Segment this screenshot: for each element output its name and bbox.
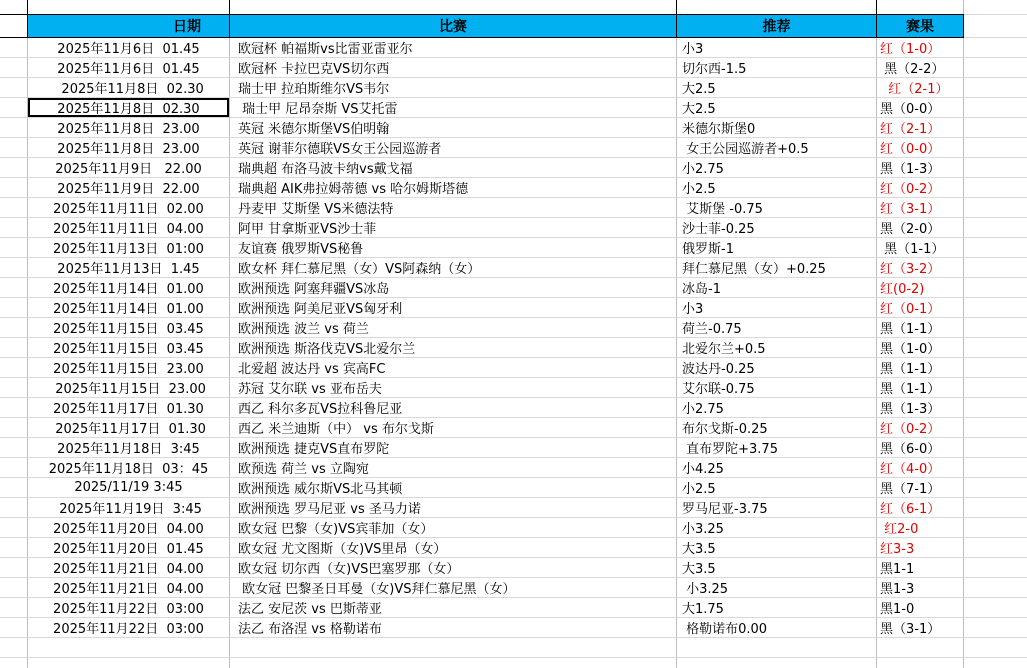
header-blank-cell[interactable] xyxy=(0,14,28,38)
cell-recommendation[interactable]: 切尔西-1.5 xyxy=(677,58,877,78)
cell-match[interactable]: 欧女杯 拜仁慕尼黑（女）VS阿森纳（女） xyxy=(230,258,677,278)
empty-cell[interactable] xyxy=(0,138,28,158)
cell-match[interactable]: 英冠 米德尔斯堡VS伯明翰 xyxy=(230,118,677,138)
cell-date[interactable]: 2025年11月14日 01.00 xyxy=(28,278,230,298)
cell-date[interactable]: 2025年11月11日 04.00 xyxy=(28,218,230,238)
cell-date[interactable]: 2025/11/19 3:45 xyxy=(28,478,230,498)
empty-cell[interactable] xyxy=(964,58,1027,78)
cell-match[interactable]: 苏冠 艾尔联 vs 亚布岳夫 xyxy=(230,378,677,398)
strip-cell[interactable] xyxy=(230,0,677,14)
strip-cell[interactable] xyxy=(677,0,877,14)
empty-cell[interactable] xyxy=(28,638,230,658)
cell-result[interactable]: 红（0-0） xyxy=(877,138,964,158)
cell-result[interactable]: 黑（1-1） xyxy=(877,378,964,398)
empty-cell[interactable] xyxy=(0,358,28,378)
cell-recommendation[interactable]: 沙士菲-0.25 xyxy=(677,218,877,238)
cell-result[interactable]: 红（3-1） xyxy=(877,198,964,218)
cell-recommendation[interactable]: 罗马尼亚-3.75 xyxy=(677,498,877,518)
cell-result[interactable]: 黑1-0 xyxy=(877,598,964,618)
empty-cell[interactable] xyxy=(964,398,1027,418)
cell-result[interactable]: 红（0-1） xyxy=(877,298,964,318)
strip-cell[interactable] xyxy=(964,0,1027,14)
cell-date[interactable]: 2025年11月15日 23.00 xyxy=(28,378,230,398)
cell-match[interactable]: 欧女冠 巴黎（女)VS宾菲加（女） xyxy=(230,518,677,538)
empty-cell[interactable] xyxy=(0,118,28,138)
cell-recommendation[interactable]: 俄罗斯-1 xyxy=(677,238,877,258)
empty-cell[interactable] xyxy=(0,338,28,358)
empty-cell[interactable] xyxy=(964,538,1027,558)
cell-recommendation[interactable]: 小3 xyxy=(677,298,877,318)
cell-match[interactable]: 欧洲预选 罗马尼亚 vs 圣马力诺 xyxy=(230,498,677,518)
cell-result[interactable]: 红（6-1） xyxy=(877,498,964,518)
empty-cell[interactable] xyxy=(230,638,677,658)
cell-date[interactable]: 2025年11月20日 04.00 xyxy=(28,518,230,538)
empty-cell[interactable] xyxy=(0,78,28,98)
header-recommendation[interactable]: 推荐 xyxy=(677,14,877,38)
empty-cell[interactable] xyxy=(230,658,677,668)
header-match[interactable]: 比赛 xyxy=(230,14,677,38)
empty-cell[interactable] xyxy=(0,418,28,438)
cell-result[interactable]: 黑（2-0） xyxy=(877,218,964,238)
cell-recommendation[interactable]: 格勒诺布0.00 xyxy=(677,618,877,638)
cell-date[interactable]: 2025年11月22日 03:00 xyxy=(28,598,230,618)
empty-cell[interactable] xyxy=(964,38,1027,58)
cell-result[interactable]: 红（0-2） xyxy=(877,178,964,198)
cell-date[interactable]: 2025年11月15日 23.00 xyxy=(28,358,230,378)
cell-result[interactable]: 红(0-2) xyxy=(877,278,964,298)
empty-cell[interactable] xyxy=(0,218,28,238)
cell-result[interactable]: 黑（1-3） xyxy=(877,158,964,178)
cell-result[interactable]: 黑（1-3） xyxy=(877,398,964,418)
empty-cell[interactable] xyxy=(964,158,1027,178)
cell-match[interactable]: 西乙 科尔多瓦VS拉科鲁尼亚 xyxy=(230,398,677,418)
empty-cell[interactable] xyxy=(0,658,28,668)
cell-result[interactable]: 红（2-1） xyxy=(877,118,964,138)
cell-result[interactable]: 黑1-3 xyxy=(877,578,964,598)
header-filler-cell[interactable] xyxy=(964,14,1027,38)
cell-match[interactable]: 欧洲预选 威尔斯VS北马其顿 xyxy=(230,478,677,498)
empty-cell[interactable] xyxy=(964,578,1027,598)
cell-match[interactable]: 瑞士甲 尼昂奈斯 VS艾托雷 xyxy=(230,98,677,118)
cell-date[interactable]: 2025年11月13日 1.45 xyxy=(28,258,230,278)
empty-cell[interactable] xyxy=(964,438,1027,458)
cell-recommendation[interactable]: 拜仁慕尼黑（女）+0.25 xyxy=(677,258,877,278)
empty-cell[interactable] xyxy=(0,238,28,258)
empty-cell[interactable] xyxy=(0,178,28,198)
empty-cell[interactable] xyxy=(0,298,28,318)
cell-date[interactable]: 2025年11月8日 02.30 xyxy=(28,78,230,98)
empty-cell[interactable] xyxy=(964,478,1027,498)
cell-date[interactable]: 2025年11月21日 04.00 xyxy=(28,558,230,578)
cell-match[interactable]: 欧洲预选 波兰 vs 荷兰 xyxy=(230,318,677,338)
cell-date[interactable]: 2025年11月19日 3:45 xyxy=(28,498,230,518)
empty-cell[interactable] xyxy=(0,58,28,78)
cell-recommendation[interactable]: 小2.75 xyxy=(677,158,877,178)
cell-recommendation[interactable]: 大3.5 xyxy=(677,538,877,558)
cell-date[interactable]: 2025年11月17日 01.30 xyxy=(28,398,230,418)
empty-cell[interactable] xyxy=(0,258,28,278)
cell-result[interactable]: 黑1-1 xyxy=(877,558,964,578)
empty-cell[interactable] xyxy=(964,638,1027,658)
empty-cell[interactable] xyxy=(964,458,1027,478)
strip-cell[interactable] xyxy=(0,0,28,14)
cell-recommendation[interactable]: 北爱尔兰+0.5 xyxy=(677,338,877,358)
cell-match[interactable]: 法乙 安尼茨 vs 巴斯蒂亚 xyxy=(230,598,677,618)
cell-match[interactable]: 欧洲预选 阿美尼亚VS匈牙利 xyxy=(230,298,677,318)
cell-match[interactable]: 英冠 谢菲尔德联VS女王公园巡游者 xyxy=(230,138,677,158)
cell-result[interactable]: 黑（6-0） xyxy=(877,438,964,458)
cell-date[interactable]: 2025年11月18日 03：45 xyxy=(28,458,230,478)
cell-recommendation[interactable]: 波达丹-0.25 xyxy=(677,358,877,378)
empty-cell[interactable] xyxy=(0,498,28,518)
cell-match[interactable]: 欧洲预选 阿塞拜疆VS冰岛 xyxy=(230,278,677,298)
empty-cell[interactable] xyxy=(0,198,28,218)
empty-cell[interactable] xyxy=(964,318,1027,338)
cell-recommendation[interactable]: 小2.5 xyxy=(677,178,877,198)
cell-date[interactable]: 2025年11月14日 01.00 xyxy=(28,298,230,318)
cell-result[interactable]: 红（0-2） xyxy=(877,418,964,438)
empty-cell[interactable] xyxy=(0,518,28,538)
strip-cell[interactable] xyxy=(877,0,964,14)
cell-recommendation[interactable]: 大2.5 xyxy=(677,78,877,98)
cell-recommendation[interactable]: 大1.75 xyxy=(677,598,877,618)
empty-cell[interactable] xyxy=(0,398,28,418)
cell-result[interactable]: 黑（7-1） xyxy=(877,478,964,498)
cell-recommendation[interactable]: 大3.5 xyxy=(677,558,877,578)
empty-cell[interactable] xyxy=(964,78,1027,98)
empty-cell[interactable] xyxy=(0,558,28,578)
cell-match[interactable]: 丹麦甲 艾斯堡 VS米德法特 xyxy=(230,198,677,218)
cell-match[interactable]: 西乙 米兰迪斯（中） vs 布尔戈斯 xyxy=(230,418,677,438)
empty-cell[interactable] xyxy=(0,438,28,458)
cell-result[interactable]: 黑（1-1） xyxy=(877,238,964,258)
cell-recommendation[interactable]: 冰岛-1 xyxy=(677,278,877,298)
cell-recommendation[interactable]: 小2.5 xyxy=(677,478,877,498)
empty-cell[interactable] xyxy=(964,418,1027,438)
empty-cell[interactable] xyxy=(0,578,28,598)
cell-date[interactable]: 2025年11月11日 02.00 xyxy=(28,198,230,218)
empty-cell[interactable] xyxy=(964,138,1027,158)
empty-cell[interactable] xyxy=(964,198,1027,218)
empty-cell[interactable] xyxy=(0,598,28,618)
empty-cell[interactable] xyxy=(964,98,1027,118)
empty-cell[interactable] xyxy=(0,378,28,398)
cell-date[interactable]: 2025年11月6日 01.45 xyxy=(28,38,230,58)
cell-match[interactable]: 欧女冠 巴黎圣日耳曼（女)VS拜仁慕尼黑（女） xyxy=(230,578,677,598)
cell-recommendation[interactable]: 荷兰-0.75 xyxy=(677,318,877,338)
empty-cell[interactable] xyxy=(964,238,1027,258)
cell-date[interactable]: 2025年11月18日 3:45 xyxy=(28,438,230,458)
header-result[interactable]: 赛果 xyxy=(877,14,964,38)
cell-match[interactable]: 法乙 布洛涅 vs 格勒诺布 xyxy=(230,618,677,638)
empty-cell[interactable] xyxy=(877,658,964,668)
empty-cell[interactable] xyxy=(964,518,1027,538)
cell-match[interactable]: 欧洲预选 捷克VS直布罗陀 xyxy=(230,438,677,458)
cell-result[interactable]: 黑（1-1） xyxy=(877,358,964,378)
empty-cell[interactable] xyxy=(964,338,1027,358)
cell-date[interactable]: 2025年11月6日 01.45 xyxy=(28,58,230,78)
empty-cell[interactable] xyxy=(964,118,1027,138)
empty-cell[interactable] xyxy=(964,658,1027,668)
cell-recommendation[interactable]: 布尔戈斯-0.25 xyxy=(677,418,877,438)
cell-match[interactable]: 友谊赛 俄罗斯VS秘鲁 xyxy=(230,238,677,258)
cell-match[interactable]: 欧洲预选 斯洛伐克VS北爱尔兰 xyxy=(230,338,677,358)
cell-date[interactable]: 2025年11月17日 01.30 xyxy=(28,418,230,438)
cell-result[interactable]: 红（4-0） xyxy=(877,458,964,478)
empty-cell[interactable] xyxy=(0,458,28,478)
cell-date[interactable]: 2025年11月22日 03:00 xyxy=(28,618,230,638)
cell-match[interactable]: 瑞士甲 拉珀斯维尔VS韦尔 xyxy=(230,78,677,98)
cell-match[interactable]: 北爱超 波达丹 vs 宾高FC xyxy=(230,358,677,378)
empty-cell[interactable] xyxy=(964,498,1027,518)
empty-cell[interactable] xyxy=(0,618,28,638)
cell-result[interactable]: 红3-3 xyxy=(877,538,964,558)
empty-cell[interactable] xyxy=(0,538,28,558)
cell-result[interactable]: 黑（3-1） xyxy=(877,618,964,638)
empty-cell[interactable] xyxy=(0,158,28,178)
empty-cell[interactable] xyxy=(877,638,964,658)
empty-cell[interactable] xyxy=(0,38,28,58)
cell-recommendation[interactable]: 小3.25 xyxy=(677,578,877,598)
cell-recommendation[interactable]: 小3.25 xyxy=(677,518,877,538)
empty-cell[interactable] xyxy=(0,278,28,298)
cell-result[interactable]: 红（2-1） xyxy=(877,78,964,98)
empty-cell[interactable] xyxy=(964,358,1027,378)
cell-result[interactable]: 红（1-0） xyxy=(877,38,964,58)
empty-cell[interactable] xyxy=(0,98,28,118)
empty-cell[interactable] xyxy=(0,478,28,498)
empty-cell[interactable] xyxy=(964,298,1027,318)
cell-recommendation[interactable]: 小3 xyxy=(677,38,877,58)
cell-result[interactable]: 黑（2-2） xyxy=(877,58,964,78)
cell-match[interactable]: 欧女冠 切尔西（女)VS巴塞罗那（女） xyxy=(230,558,677,578)
empty-cell[interactable] xyxy=(964,258,1027,278)
cell-result[interactable]: 黑（1-1） xyxy=(877,318,964,338)
cell-recommendation[interactable]: 大2.5 xyxy=(677,98,877,118)
cell-date[interactable]: 2025年11月9日 22.00 xyxy=(28,178,230,198)
cell-match[interactable]: 欧预选 荷兰 vs 立陶宛 xyxy=(230,458,677,478)
cell-match[interactable]: 欧女冠 尤文图斯（女)VS里昂（女） xyxy=(230,538,677,558)
cell-recommendation[interactable]: 小2.75 xyxy=(677,398,877,418)
cell-recommendation[interactable]: 米德尔斯堡0 xyxy=(677,118,877,138)
empty-cell[interactable] xyxy=(964,218,1027,238)
empty-cell[interactable] xyxy=(28,658,230,668)
cell-date[interactable]: 2025年11月8日 23.00 xyxy=(28,138,230,158)
cell-match[interactable]: 瑞典超 AIK弗拉姆蒂德 vs 哈尔姆斯塔德 xyxy=(230,178,677,198)
cell-match[interactable]: 欧冠杯 卡拉巴克VS切尔西 xyxy=(230,58,677,78)
empty-cell[interactable] xyxy=(677,658,877,668)
cell-date[interactable]: 2025年11月9日 22.00 xyxy=(28,158,230,178)
cell-date[interactable]: 2025年11月13日 01:00 xyxy=(28,238,230,258)
cell-date[interactable]: 2025年11月8日 02.30 xyxy=(28,98,230,118)
empty-cell[interactable] xyxy=(677,638,877,658)
empty-cell[interactable] xyxy=(0,638,28,658)
cell-date[interactable]: 2025年11月8日 23.00 xyxy=(28,118,230,138)
empty-cell[interactable] xyxy=(964,378,1027,398)
cell-match[interactable]: 瑞典超 布洛马波卡纳vs戴戈福 xyxy=(230,158,677,178)
cell-recommendation[interactable]: 小4.25 xyxy=(677,458,877,478)
cell-recommendation[interactable]: 女王公园巡游者+0.5 xyxy=(677,138,877,158)
cell-result[interactable]: 红（3-2） xyxy=(877,258,964,278)
empty-cell[interactable] xyxy=(964,598,1027,618)
empty-cell[interactable] xyxy=(964,178,1027,198)
cell-recommendation[interactable]: 艾斯堡 -0.75 xyxy=(677,198,877,218)
cell-date[interactable]: 2025年11月21日 04.00 xyxy=(28,578,230,598)
cell-date[interactable]: 2025年11月20日 01.45 xyxy=(28,538,230,558)
cell-recommendation[interactable]: 艾尔联-0.75 xyxy=(677,378,877,398)
empty-cell[interactable] xyxy=(0,318,28,338)
cell-recommendation[interactable]: 直布罗陀+3.75 xyxy=(677,438,877,458)
strip-cell[interactable] xyxy=(28,0,230,14)
cell-result[interactable]: 黑（1-0） xyxy=(877,338,964,358)
empty-cell[interactable] xyxy=(964,278,1027,298)
empty-cell[interactable] xyxy=(964,618,1027,638)
cell-match[interactable]: 阿甲 甘拿斯亚VS沙士菲 xyxy=(230,218,677,238)
header-date[interactable]: 日期 xyxy=(28,14,230,38)
cell-result[interactable]: 黑（0-0） xyxy=(877,98,964,118)
cell-date[interactable]: 2025年11月15日 03.45 xyxy=(28,318,230,338)
cell-match[interactable]: 欧冠杯 帕福斯vs比雷亚雷亚尔 xyxy=(230,38,677,58)
cell-result[interactable]: 红2-0 xyxy=(877,518,964,538)
empty-cell[interactable] xyxy=(964,558,1027,578)
cell-date[interactable]: 2025年11月15日 03.45 xyxy=(28,338,230,358)
